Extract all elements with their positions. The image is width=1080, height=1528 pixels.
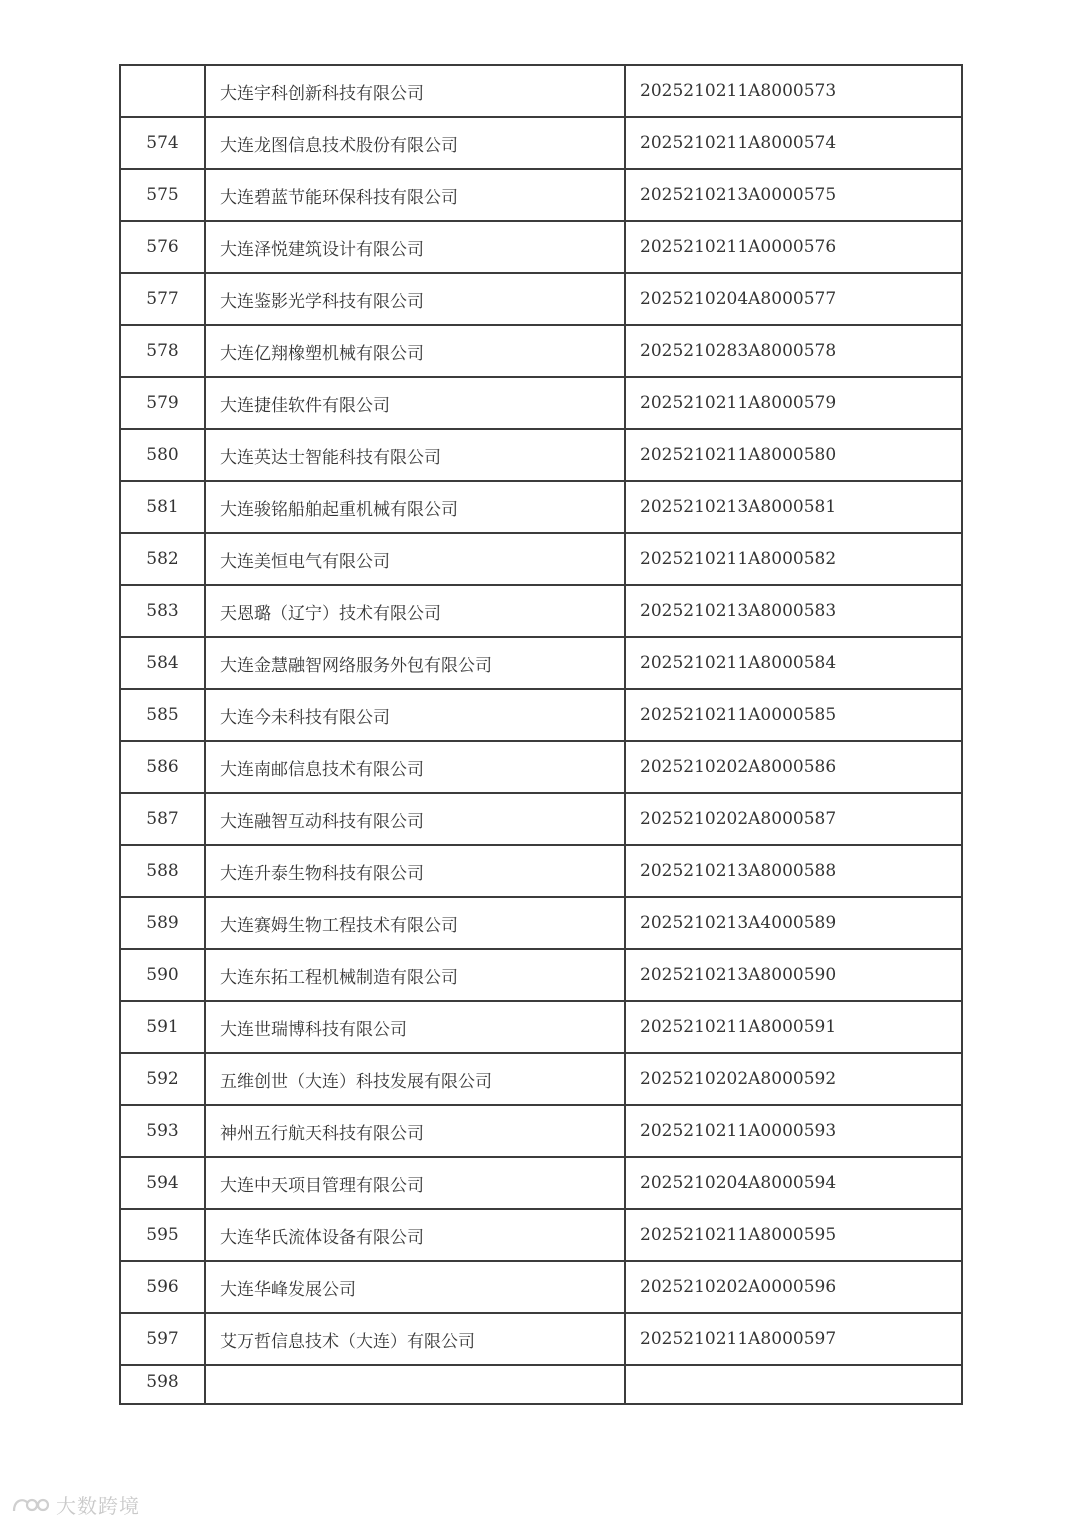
row-number: 576 (120, 221, 205, 273)
row-number: 595 (120, 1209, 205, 1261)
company-name: 大连鉴影光学科技有限公司 (205, 273, 625, 325)
company-name: 艾万哲信息技术（大连）有限公司 (205, 1313, 625, 1365)
company-name: 大连宇科创新科技有限公司 (205, 65, 625, 117)
table-row (120, 689, 962, 741)
company-name: 大连碧蓝节能环保科技有限公司 (205, 169, 625, 221)
company-name: 天恩璐（辽宁）技术有限公司 (205, 585, 625, 637)
row-number: 583 (120, 585, 205, 637)
registration-code: 2025210213A8000588 (625, 845, 962, 897)
table-row (120, 949, 962, 1001)
table-row (120, 1053, 962, 1105)
company-name: 大连龙图信息技术股份有限公司 (205, 117, 625, 169)
table-row (120, 481, 962, 533)
row-number: 577 (120, 273, 205, 325)
company-name: 大连骏铭船舶起重机械有限公司 (205, 481, 625, 533)
company-name (205, 1365, 625, 1404)
table-row (120, 533, 962, 585)
table-row (120, 897, 962, 949)
table-row (120, 221, 962, 273)
watermark (10, 1490, 140, 1519)
table-row (120, 1261, 962, 1313)
table-body (120, 65, 962, 1404)
row-number: 590 (120, 949, 205, 1001)
row-number: 589 (120, 897, 205, 949)
company-name: 大连英达士智能科技有限公司 (205, 429, 625, 481)
company-name: 大连华氏流体设备有限公司 (205, 1209, 625, 1261)
registration-code: 2025210211A8000591 (625, 1001, 962, 1053)
row-number: 594 (120, 1157, 205, 1209)
table-row (120, 1001, 962, 1053)
row-number: 584 (120, 637, 205, 689)
registration-code: 2025210211A8000582 (625, 533, 962, 585)
company-name: 大连融智互动科技有限公司 (205, 793, 625, 845)
company-name: 大连美恒电气有限公司 (205, 533, 625, 585)
company-name: 大连南邮信息技术有限公司 (205, 741, 625, 793)
company-name: 五维创世（大连）科技发展有限公司 (205, 1053, 625, 1105)
row-number: 582 (120, 533, 205, 585)
row-number: 593 (120, 1105, 205, 1157)
registration-code: 2025210213A0000575 (625, 169, 962, 221)
row-number: 585 (120, 689, 205, 741)
table-row (120, 637, 962, 689)
row-number: 580 (120, 429, 205, 481)
registration-code: 2025210213A8000590 (625, 949, 962, 1001)
row-number: 586 (120, 741, 205, 793)
table-row (120, 65, 962, 117)
company-name: 大连中天项目管理有限公司 (205, 1157, 625, 1209)
table-row (120, 793, 962, 845)
table-row (120, 1105, 962, 1157)
registration-code: 2025210211A8000579 (625, 377, 962, 429)
row-number: 579 (120, 377, 205, 429)
company-name: 大连亿翔橡塑机械有限公司 (205, 325, 625, 377)
row-number: 596 (120, 1261, 205, 1313)
row-number: 588 (120, 845, 205, 897)
registration-code: 2025210204A8000577 (625, 273, 962, 325)
registration-code: 2025210213A8000583 (625, 585, 962, 637)
company-name: 大连泽悦建筑设计有限公司 (205, 221, 625, 273)
registration-code (625, 1365, 962, 1404)
row-number: 575 (120, 169, 205, 221)
row-number: 597 (120, 1313, 205, 1365)
row-number (120, 65, 205, 117)
registration-code: 2025210213A8000581 (625, 481, 962, 533)
company-name: 大连金慧融智网络服务外包有限公司 (205, 637, 625, 689)
row-number: 574 (120, 117, 205, 169)
company-name: 大连今未科技有限公司 (205, 689, 625, 741)
registration-code: 2025210202A8000586 (625, 741, 962, 793)
company-list-table (119, 64, 963, 1405)
registration-code: 2025210283A8000578 (625, 325, 962, 377)
registration-code: 2025210211A0000593 (625, 1105, 962, 1157)
registration-code: 2025210211A8000584 (625, 637, 962, 689)
registration-code: 2025210202A0000596 (625, 1261, 962, 1313)
row-number: 598 (120, 1365, 205, 1404)
company-name: 大连升泰生物科技有限公司 (205, 845, 625, 897)
registration-code: 2025210211A8000573 (625, 65, 962, 117)
watermark-text: 大数跨境 (56, 1494, 140, 1518)
table-row (120, 273, 962, 325)
table-row (120, 1365, 962, 1404)
table-row (120, 429, 962, 481)
registration-code: 2025210211A8000580 (625, 429, 962, 481)
table-row (120, 169, 962, 221)
logo-icon (10, 1493, 50, 1517)
company-name: 大连世瑞博科技有限公司 (205, 1001, 625, 1053)
registration-code: 2025210211A0000585 (625, 689, 962, 741)
row-number: 578 (120, 325, 205, 377)
row-number: 587 (120, 793, 205, 845)
table-row (120, 377, 962, 429)
registration-code: 2025210211A8000595 (625, 1209, 962, 1261)
company-name: 神州五行航天科技有限公司 (205, 1105, 625, 1157)
registration-code: 2025210202A8000592 (625, 1053, 962, 1105)
registration-code: 2025210213A4000589 (625, 897, 962, 949)
row-number: 591 (120, 1001, 205, 1053)
company-name: 大连赛姆生物工程技术有限公司 (205, 897, 625, 949)
company-name: 大连华峰发展公司 (205, 1261, 625, 1313)
registration-code: 2025210211A0000576 (625, 221, 962, 273)
registration-code: 2025210211A8000597 (625, 1313, 962, 1365)
row-number: 592 (120, 1053, 205, 1105)
table-row (120, 845, 962, 897)
company-name: 大连东拓工程机械制造有限公司 (205, 949, 625, 1001)
table-row (120, 1157, 962, 1209)
table-row (120, 585, 962, 637)
table-row (120, 325, 962, 377)
company-list-table-container (119, 64, 961, 1405)
row-number: 581 (120, 481, 205, 533)
table-row (120, 117, 962, 169)
registration-code: 2025210211A8000574 (625, 117, 962, 169)
company-name: 大连捷佳软件有限公司 (205, 377, 625, 429)
registration-code: 2025210202A8000587 (625, 793, 962, 845)
table-row (120, 1313, 962, 1365)
table-row (120, 1209, 962, 1261)
registration-code: 2025210204A8000594 (625, 1157, 962, 1209)
table-row (120, 741, 962, 793)
